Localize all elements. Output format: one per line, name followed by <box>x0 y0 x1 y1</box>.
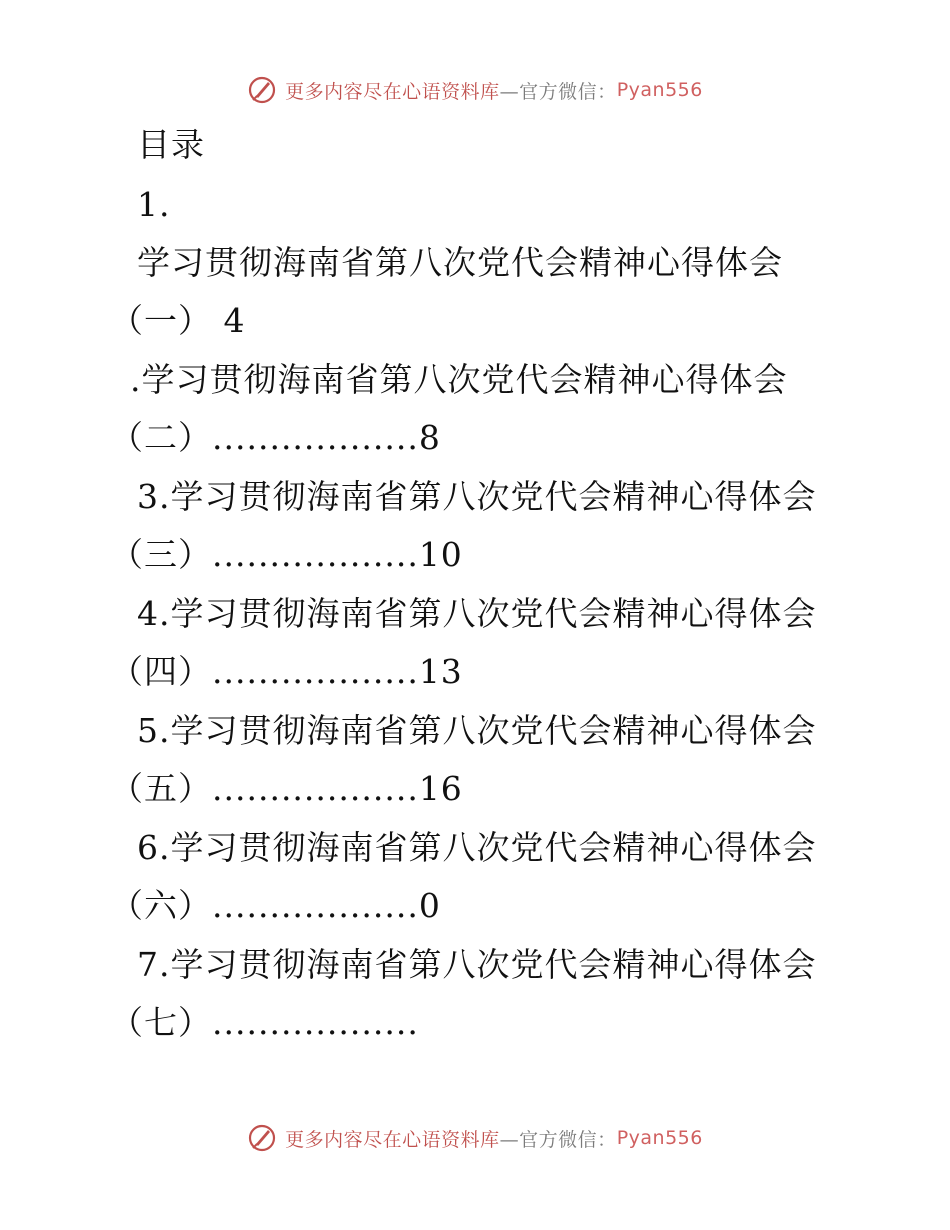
toc-line: （六）..................0 <box>110 886 441 925</box>
quill-logo-icon <box>247 75 277 105</box>
toc-line: 7.学习贯彻海南省第八次党代会精神心得体会 <box>137 945 817 984</box>
watermark-wechat-id: Pyan556 <box>616 79 703 101</box>
quill-logo-icon <box>247 1123 277 1153</box>
watermark-separator: —官方微信： <box>499 80 617 103</box>
toc-line: （七）.................. <box>110 1003 419 1042</box>
watermark-separator: —官方微信： <box>499 1128 617 1151</box>
toc-line: 学习贯彻海南省第八次党代会精神心得体会 <box>137 243 783 282</box>
toc-line: （五）..................16 <box>110 769 463 808</box>
toc-line: 1. <box>137 185 171 224</box>
watermark-text: 更多内容尽在心语资料库 <box>285 1128 500 1151</box>
toc-line: .学习贯彻海南省第八次党代会精神心得体会 <box>130 360 788 399</box>
toc-line: 4.学习贯彻海南省第八次党代会精神心得体会 <box>137 594 817 633</box>
toc-line: （二）..................8 <box>110 418 441 457</box>
toc-line: 6.学习贯彻海南省第八次党代会精神心得体会 <box>137 828 817 867</box>
footer-watermark <box>0 1118 950 1158</box>
toc-line: （四）..................13 <box>110 652 463 691</box>
watermark-text: 更多内容尽在心语资料库 <box>285 80 500 103</box>
toc-line: （一） 4 <box>110 301 246 340</box>
toc-line: 5.学习贯彻海南省第八次党代会精神心得体会 <box>137 711 817 750</box>
header-watermark <box>0 70 950 110</box>
toc-line: （三）..................10 <box>110 535 463 574</box>
toc-heading: 目录 <box>137 125 205 164</box>
watermark-wechat-id: Pyan556 <box>616 1127 703 1149</box>
toc-line: 3.学习贯彻海南省第八次党代会精神心得体会 <box>137 477 817 516</box>
